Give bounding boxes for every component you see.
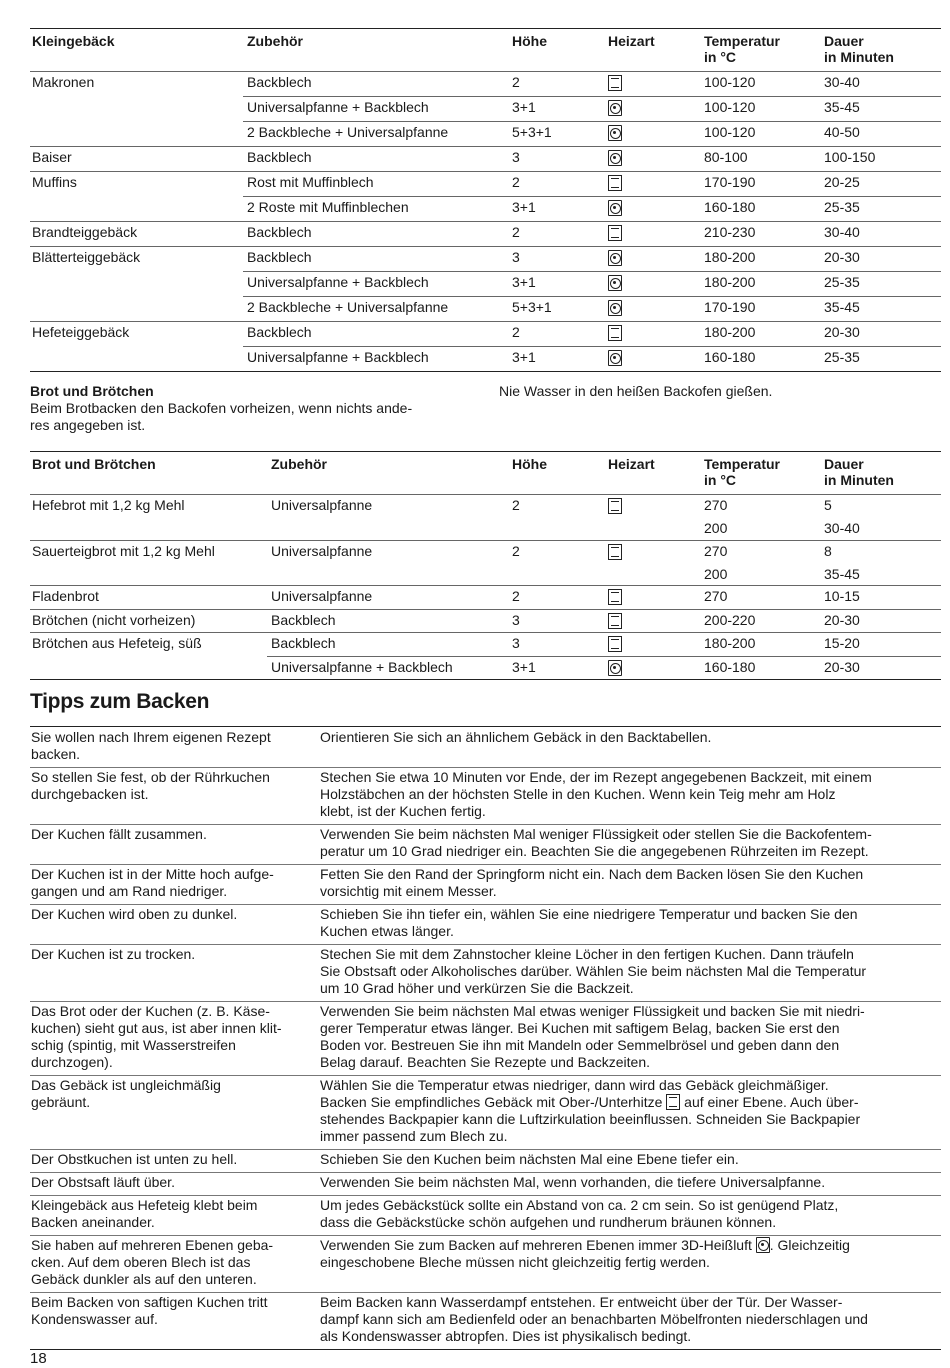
row-accessory: Universalpfanne + Backblech [247, 349, 429, 365]
ober-unterhitze-icon [608, 75, 622, 91]
tip-answer-line: dampf kann sich am Bedienfeld oder an benachbarten Möbelfronten niederschlagen und [320, 1311, 868, 1327]
tip-row [30, 944, 941, 1001]
tip-answer-line: Wählen Sie die Temperatur etwas niedriger, dann wird das Gebäck gleichmäßiger. [320, 1077, 829, 1093]
header-cell: Heizart [608, 33, 655, 49]
row-height: 5+3+1 [512, 299, 552, 315]
tip-row [30, 1149, 941, 1172]
tip-question [31, 769, 311, 803]
row-temperature: 200 [704, 565, 728, 582]
row-name: Hefeteiggebäck [32, 324, 130, 340]
tip-answer-line: Schieben Sie ihn tiefer ein, wählen Sie eine niedrigere Temperatur und backen Sie den [320, 906, 858, 922]
row-accessory: Universalpfanne + Backblech [271, 658, 453, 675]
tip-answer-line: peratur um 10 Grad niedriger ein. Beachten Sie die angegebenen Rührzeiten im Rezept. [320, 843, 869, 859]
row-height: 2 [512, 324, 520, 340]
brot-intro-text: res angegeben ist. [30, 417, 146, 433]
row-duration: 25-35 [824, 274, 860, 290]
row-accessory: 2 Roste mit Muffinblechen [247, 199, 409, 215]
header-cell: Brot und Brötchen [32, 456, 156, 472]
tip-answer-line: Verwenden Sie beim nächsten Mal, wenn vorhanden, die tiefere Universalpfanne. [320, 1174, 826, 1190]
row-temperature: 180-200 [704, 249, 756, 265]
tip-question-line: Backen aneinander. [31, 1214, 155, 1230]
tip-question-line: durchzogen). [31, 1054, 113, 1070]
table-row [30, 146, 941, 171]
table-row [30, 196, 941, 221]
tip-answer [320, 866, 940, 900]
row-height: 2 [512, 74, 520, 90]
row-duration: 5 [824, 497, 832, 513]
row-duration: 20-25 [824, 174, 860, 190]
row-temperature: 170-190 [704, 299, 756, 315]
row-temperature: 80-100 [704, 149, 748, 165]
tip-question-line: Kleingebäck aus Hefeteig klebt beim [31, 1197, 258, 1213]
tip-answer-text: Backen Sie empfindliches Gebäck mit Ober-/Unterhitze [320, 1094, 667, 1110]
row-height: 2 [512, 497, 520, 513]
row-temperature: 170-190 [704, 174, 756, 190]
row-name: Sauerteigbrot mit 1,2 kg Mehl [32, 542, 215, 559]
tip-question-line: So stellen Sie fest, ob der Rührkuchen [31, 769, 270, 785]
tip-row [30, 824, 941, 864]
3d-heissluft-icon [608, 250, 622, 266]
tips-heading: Tipps zum Backen [30, 690, 210, 713]
row-duration: 20-30 [824, 324, 860, 340]
row-height: 3+1 [512, 274, 536, 290]
row-name: Muffins [32, 174, 77, 190]
row-height: 2 [512, 588, 520, 604]
row-height: 2 [512, 542, 520, 559]
table-row [30, 656, 941, 680]
row-accessory: Universalpfanne [271, 588, 373, 604]
tip-answer [320, 906, 940, 940]
tip-question-line: Sie haben auf mehreren Ebenen geba- [31, 1237, 274, 1253]
header-cell: Dauer [824, 33, 864, 49]
table-row [30, 321, 941, 346]
tip-question-line: Beim Backen von saftigen Kuchen tritt [31, 1294, 268, 1310]
tip-answer [320, 1294, 940, 1345]
table-row [30, 296, 941, 321]
ober-unterhitze-icon [608, 175, 622, 191]
tip-row [30, 1001, 941, 1075]
row-name: Blätterteiggebäck [32, 249, 141, 265]
row-duration: 100-150 [824, 149, 876, 165]
tip-question [31, 729, 311, 763]
row-temperature: 160-180 [704, 349, 756, 365]
table-row [30, 246, 941, 271]
3d-heissluft-icon [608, 275, 622, 291]
row-duration: 15-20 [824, 635, 860, 651]
tip-answer-line: Belag darauf. Beachten Sie Rezepte und Backzeiten. [320, 1054, 650, 1070]
row-duration: 40-50 [824, 124, 860, 140]
tip-answer-line [320, 1237, 940, 1254]
row-duration: 35-45 [824, 299, 860, 315]
tip-row [30, 767, 941, 824]
tip-answer-line: Fetten Sie den Rand der Springform nicht ein. Nach dem Backen lösen Sie den Kuchen [320, 866, 864, 882]
row-accessory: 2 Backbleche + Universalpfanne [247, 124, 449, 140]
header-cell: Zubehör [271, 456, 327, 472]
row-duration: 30-40 [824, 520, 860, 536]
3d-heissluft-icon [608, 350, 622, 366]
3d-heissluft-icon [756, 1237, 770, 1253]
row-temperature: 160-180 [704, 658, 756, 675]
3d-heissluft-icon [608, 125, 622, 141]
table-row [30, 540, 941, 586]
ober-unterhitze-icon [608, 636, 622, 652]
3d-heissluft-icon [608, 300, 622, 316]
tip-question-line: durchgebacken ist. [31, 786, 149, 802]
header-cell: in Minuten [824, 472, 894, 488]
tip-answer [320, 826, 940, 860]
table-row [30, 585, 941, 609]
tip-question [31, 1077, 311, 1111]
tip-question-line: Der Obstsaft läuft über. [31, 1174, 175, 1190]
row-temperature: 180-200 [704, 324, 756, 340]
header-cell: Höhe [512, 456, 547, 472]
row-temperature: 200 [704, 520, 728, 536]
tip-answer-line: vorsichtig mit einem Messer. [320, 883, 497, 899]
tip-answer [320, 1077, 940, 1145]
row-accessory: Backblech [271, 611, 336, 628]
row-temperature: 200-220 [704, 611, 756, 628]
tip-question [31, 866, 311, 900]
row-temperature: 270 [704, 497, 728, 513]
tip-question-line: Sie wollen nach Ihrem eigenen Rezept [31, 729, 271, 745]
ober-unterhitze-icon [608, 325, 622, 341]
tip-answer-line [320, 1094, 940, 1111]
tip-answer [320, 729, 940, 746]
tip-row [30, 904, 941, 944]
ober-unterhitze-icon [608, 498, 622, 514]
tip-answer-text: auf einer Ebene. Auch über- [680, 1094, 859, 1110]
row-accessory: Backblech [247, 224, 312, 240]
table-header [30, 452, 941, 494]
tip-answer-line: Stechen Sie mit dem Zahnstocher kleine Löcher in den fertigen Kuchen. Dann träufeln [320, 946, 854, 962]
tip-answer [320, 946, 940, 997]
row-temperature: 270 [704, 588, 728, 604]
row-accessory: Universalpfanne + Backblech [247, 274, 429, 290]
row-duration: 30-40 [824, 224, 860, 240]
row-name: Fladenbrot [32, 588, 99, 604]
tip-answer [320, 1003, 940, 1071]
tip-answer [320, 769, 940, 820]
row-height: 3 [512, 149, 520, 165]
tip-row [30, 1075, 941, 1149]
tip-question-line: Der Kuchen wird oben zu dunkel. [31, 906, 238, 922]
row-accessory: 2 Backbleche + Universalpfanne [247, 299, 449, 315]
tip-answer [320, 1237, 940, 1271]
tip-question-line: Der Kuchen fällt zusammen. [31, 826, 207, 842]
header-cell: Dauer [824, 456, 864, 472]
table-row [30, 221, 941, 246]
tip-question-line: Der Obstkuchen ist unten zu hell. [31, 1151, 238, 1167]
header-cell: Heizart [608, 456, 655, 472]
table-row [30, 71, 941, 96]
row-height: 3 [512, 249, 520, 265]
3d-heissluft-icon [608, 150, 622, 166]
row-name: Hefebrot mit 1,2 kg Mehl [32, 497, 185, 513]
tip-question-line: gebräunt. [31, 1094, 91, 1110]
row-name: Baiser [32, 149, 72, 165]
tip-question [31, 906, 311, 923]
brot-intro-title: Brot und Brötchen [30, 383, 154, 399]
row-accessory: Rost mit Muffinblech [247, 174, 374, 190]
table-header [30, 29, 941, 71]
ober-unterhitze-icon [608, 225, 622, 241]
row-name: Brandteiggebäck [32, 224, 138, 240]
tip-question-line: backen. [31, 746, 81, 762]
tip-question [31, 1151, 311, 1168]
tip-answer-line: klebt, ist der Kuchen fertig. [320, 803, 486, 819]
3d-heissluft-icon [608, 200, 622, 216]
row-height: 3+1 [512, 658, 536, 675]
tip-question [31, 1003, 311, 1071]
brot-table [30, 451, 941, 680]
tip-answer-line: um 10 Grad höher und verkürzen Sie die Backzeit. [320, 980, 634, 996]
kleingebaeck-table [30, 28, 941, 372]
tip-answer-line: Holzstäbchen an der höchsten Stelle in den Kuchen. Wenn kein Teig mehr am Holz [320, 786, 836, 802]
tip-answer-text: Verwenden Sie zum Backen auf mehreren Ebenen immer 3D-Heißluft [320, 1237, 756, 1253]
tip-answer [320, 1174, 940, 1191]
row-duration: 8 [824, 542, 832, 559]
tip-answer-line: Schieben Sie den Kuchen beim nächsten Mal eine Ebene tiefer ein. [320, 1151, 739, 1167]
tip-question [31, 1294, 311, 1328]
3d-heissluft-icon [608, 660, 622, 676]
header-cell: in °C [704, 49, 737, 65]
tip-question [31, 1197, 311, 1231]
row-name: Brötchen (nicht vorheizen) [32, 611, 196, 628]
header-cell: Temperatur [704, 33, 780, 49]
row-height: 3+1 [512, 349, 536, 365]
tip-answer [320, 1151, 940, 1168]
tip-question [31, 1237, 311, 1288]
ober-unterhitze-icon [666, 1094, 680, 1110]
tip-question-line: kuchen) sieht gut aus, ist aber innen klit- [31, 1020, 282, 1036]
ober-unterhitze-icon [608, 544, 622, 560]
row-duration: 35-45 [824, 99, 860, 115]
table-row [30, 609, 941, 633]
row-accessory: Backblech [247, 324, 312, 340]
tips-table [30, 726, 941, 1350]
tip-question-line: Der Kuchen ist zu trocken. [31, 946, 196, 962]
header-cell: Höhe [512, 33, 547, 49]
row-duration: 25-35 [824, 199, 860, 215]
table-row [30, 271, 941, 296]
row-temperature: 100-120 [704, 99, 756, 115]
tip-row [30, 727, 941, 767]
brot-intro-text: Beim Brotbacken den Backofen vorheizen, wenn nichts ande- [30, 400, 413, 416]
tip-question-line: Der Kuchen ist in der Mitte hoch aufge- [31, 866, 274, 882]
tip-answer-line: immer passend zum Blech zu. [320, 1128, 508, 1144]
row-temperature: 270 [704, 542, 728, 559]
row-name: Makronen [32, 74, 95, 90]
header-cell: in Minuten [824, 49, 894, 65]
tip-answer-line: Beim Backen kann Wasserdampf entstehen. Er entweicht über der Tür. Der Wasser- [320, 1294, 843, 1310]
row-duration: 10-15 [824, 588, 860, 604]
tip-answer [320, 1197, 940, 1231]
tip-answer-line: Sie Obstsaft oder Alkoholisches darüber. Wählen Sie beim nächsten Mal die Temperatur [320, 963, 867, 979]
row-temperature: 180-200 [704, 274, 756, 290]
tip-answer-line: Orientieren Sie sich an ähnlichem Gebäck in den Backtabellen. [320, 729, 712, 745]
table-row [30, 494, 941, 540]
row-duration: 20-30 [824, 611, 860, 628]
tip-answer-line: gerer Temperatur etwas länger. Bei Kuchen mit saftigem Belag, backen Sie erst den [320, 1020, 840, 1036]
row-name: Brötchen aus Hefeteig, süß [32, 635, 202, 651]
row-height: 5+3+1 [512, 124, 552, 140]
header-cell: Zubehör [247, 33, 303, 49]
brot-intro-note: Nie Wasser in den heißen Backofen gießen. [499, 383, 773, 399]
row-temperature: 160-180 [704, 199, 756, 215]
tip-answer-line: stehendes Backpapier kann die Luftzirkulation beeinflussen. Schneiden Sie Backpapier [320, 1111, 861, 1127]
table-row [30, 171, 941, 196]
tip-row [30, 1235, 941, 1292]
tip-question-line: Das Gebäck ist ungleichmäßig [31, 1077, 221, 1093]
row-accessory: Backblech [247, 249, 312, 265]
row-duration: 30-40 [824, 74, 860, 90]
ober-unterhitze-icon [608, 613, 622, 629]
tip-question-line: Kondenswasser auf. [31, 1311, 158, 1327]
tip-answer-text: . Gleichzeitig [769, 1237, 850, 1253]
tip-answer-line: Boden vor. Bestreuen Sie ihn mit Mandeln oder Semmelbrösel und geben dann den [320, 1037, 840, 1053]
row-height: 2 [512, 224, 520, 240]
row-duration: 20-30 [824, 249, 860, 265]
tip-answer-line: Verwenden Sie beim nächsten Mal etwas weniger Flüssigkeit und backen Sie mit niedri- [320, 1003, 865, 1019]
row-accessory: Universalpfanne [271, 542, 373, 559]
tip-answer-line: Kuchen etwas länger. [320, 923, 454, 939]
row-height: 3 [512, 635, 520, 651]
tip-question-line: gangen und am Rand niedriger. [31, 883, 228, 899]
row-temperature: 100-120 [704, 124, 756, 140]
row-temperature: 100-120 [704, 74, 756, 90]
row-height: 2 [512, 174, 520, 190]
tip-row [30, 1195, 941, 1235]
row-duration: 20-30 [824, 658, 860, 675]
tip-row [30, 1172, 941, 1195]
tip-question [31, 1174, 311, 1191]
table-row [30, 96, 941, 121]
tip-answer-line: Stechen Sie etwa 10 Minuten vor Ende, der im Rezept angegebenen Backzeit, mit einem [320, 769, 872, 785]
row-temperature: 180-200 [704, 635, 756, 651]
header-cell: Kleingebäck [32, 33, 115, 49]
row-height: 3+1 [512, 99, 536, 115]
tip-answer-line: Um jedes Gebäckstück sollte ein Abstand von ca. 2 cm sein. So ist genügend Platz, [320, 1197, 839, 1213]
row-accessory: Backblech [271, 635, 336, 651]
row-duration: 35-45 [824, 565, 860, 582]
table-row [30, 632, 941, 656]
row-height: 3 [512, 611, 520, 628]
page-number: 18 [30, 1350, 47, 1367]
ober-unterhitze-icon [608, 589, 622, 605]
header-cell: Temperatur [704, 456, 780, 472]
row-accessory: Universalpfanne + Backblech [247, 99, 429, 115]
row-duration: 25-35 [824, 349, 860, 365]
header-cell: in °C [704, 472, 737, 488]
row-accessory: Backblech [247, 74, 312, 90]
tip-question-line: schig (spintig, mit Wasserstreifen [31, 1037, 236, 1053]
tip-answer-line: dass die Gebäckstücke schön aufgehen und rundherum bräunen können. [320, 1214, 777, 1230]
tip-question-line: Das Brot oder der Kuchen (z. B. Käse- [31, 1003, 270, 1019]
tip-answer-line: eingeschobene Bleche müssen nicht gleichzeitig fertig werden. [320, 1254, 710, 1270]
table-row [30, 121, 941, 146]
tip-question [31, 826, 311, 843]
tip-question [31, 946, 311, 963]
tip-answer-line: Verwenden Sie beim nächsten Mal weniger Flüssigkeit oder stellen Sie die Backofentem- [320, 826, 872, 842]
tip-row [30, 864, 941, 904]
row-height: 3+1 [512, 199, 536, 215]
table-row [30, 346, 941, 371]
tip-question-line: Gebäck dunkler als auf den unteren. [31, 1271, 257, 1287]
tip-question-line: cken. Auf dem oberen Blech ist das [31, 1254, 251, 1270]
row-accessory: Universalpfanne [271, 497, 373, 513]
row-temperature: 210-230 [704, 224, 756, 240]
3d-heissluft-icon [608, 100, 622, 116]
tip-answer-line: als Kondenswasser abtropfen. Dies ist physikalisch bedingt. [320, 1328, 692, 1344]
tip-row [30, 1292, 941, 1349]
row-accessory: Backblech [247, 149, 312, 165]
